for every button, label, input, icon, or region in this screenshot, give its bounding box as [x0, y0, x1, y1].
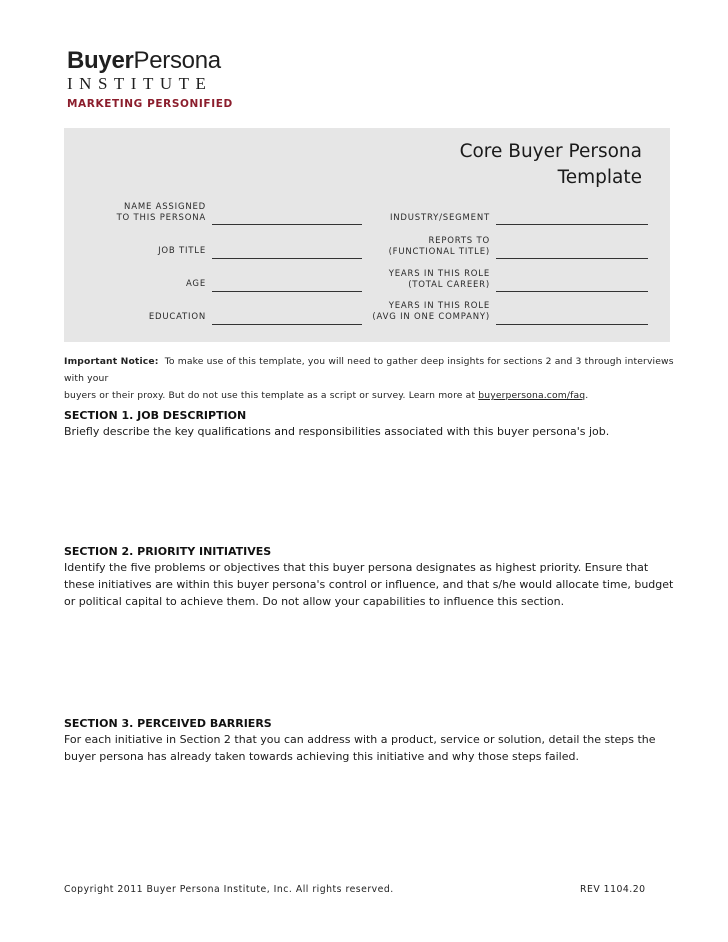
reports-to-field[interactable] [496, 258, 648, 259]
years-avg-company-field[interactable] [496, 324, 648, 325]
footer-revision: REV 1104.20 [580, 884, 646, 895]
job-title-field[interactable] [212, 258, 362, 259]
field-label-years-avg: YEARS IN THIS ROLE (AVG IN ONE COMPANY) [372, 301, 490, 322]
persona-header-panel [64, 128, 670, 342]
section-perceived-barriers [64, 716, 674, 765]
document-title [460, 139, 642, 191]
section-description: Briefly describe the key qualifications and responsibilities associated with this buyer persona's job. [64, 425, 610, 438]
field-label-reports-to: REPORTS TO (FUNCTIONAL TITLE) [388, 236, 490, 257]
field-label-education: EDUCATION [148, 312, 206, 322]
notice-line1: Important Notice: To make use of this template, you will need to gather deep insights for sections 2 and 3 through interviews with your [64, 356, 674, 384]
field-label-industry-segment: INDUSTRY/SEGMENT [389, 213, 490, 223]
logo-persona: Persona [133, 47, 221, 74]
logo [67, 48, 233, 110]
notice-line2: buyers or their proxy. But do not use this template as a script or survey. Learn more at buyerpersona.com/faq. [64, 390, 589, 401]
field-label-job-title: JOB TITLE [158, 246, 206, 256]
age-field[interactable] [212, 291, 362, 292]
footer-copyright: Copyright 2011 Buyer Persona Institute, Inc. All rights reserved. [64, 884, 394, 895]
logo-buyer: Buyer [67, 47, 134, 74]
notice-label: Important Notice: [64, 356, 159, 367]
logo-tagline: MARKETING PERSONIFIED [67, 98, 233, 110]
document-title-line2: Template [557, 167, 642, 188]
field-label-age: AGE [185, 279, 206, 289]
years-total-career-field[interactable] [496, 291, 648, 292]
logo-wordmark [67, 48, 233, 74]
logo-institute: INSTITUTE [67, 74, 213, 93]
section-job-description [64, 408, 674, 440]
section-heading: SECTION 2. PRIORITY INITIATIVES [64, 545, 272, 558]
faq-link[interactable]: buyerpersona.com/faq [478, 390, 586, 401]
section-heading: SECTION 3. PERCEIVED BARRIERS [64, 717, 272, 730]
document-title-line1: Core Buyer Persona [459, 141, 642, 162]
section-description: Identify the five problems or objectives that this buyer persona designates as highest priority. Ensure that these initiatives are within this buyer persona's control or influence, and that s/he would allocate time, budget or political capital to achieve them. Do not allow your capabilities to influence this section. [64, 561, 674, 608]
important-notice [64, 353, 674, 404]
name-assigned-field[interactable] [212, 224, 362, 225]
section-priority-initiatives [64, 544, 674, 610]
field-label-years-total: YEARS IN THIS ROLE (TOTAL CAREER) [388, 269, 490, 290]
section-description: For each initiative in Section 2 that you can address with a product, service or solution, detail the steps the buyer persona has already taken towards achieving this initiative and why those steps failed. [64, 733, 656, 763]
education-field[interactable] [212, 324, 362, 325]
section-heading: SECTION 1. JOB DESCRIPTION [64, 409, 247, 422]
industry-segment-field[interactable] [496, 224, 648, 225]
field-label-name-assigned: NAME ASSIGNED TO THIS PERSONA [116, 202, 206, 223]
